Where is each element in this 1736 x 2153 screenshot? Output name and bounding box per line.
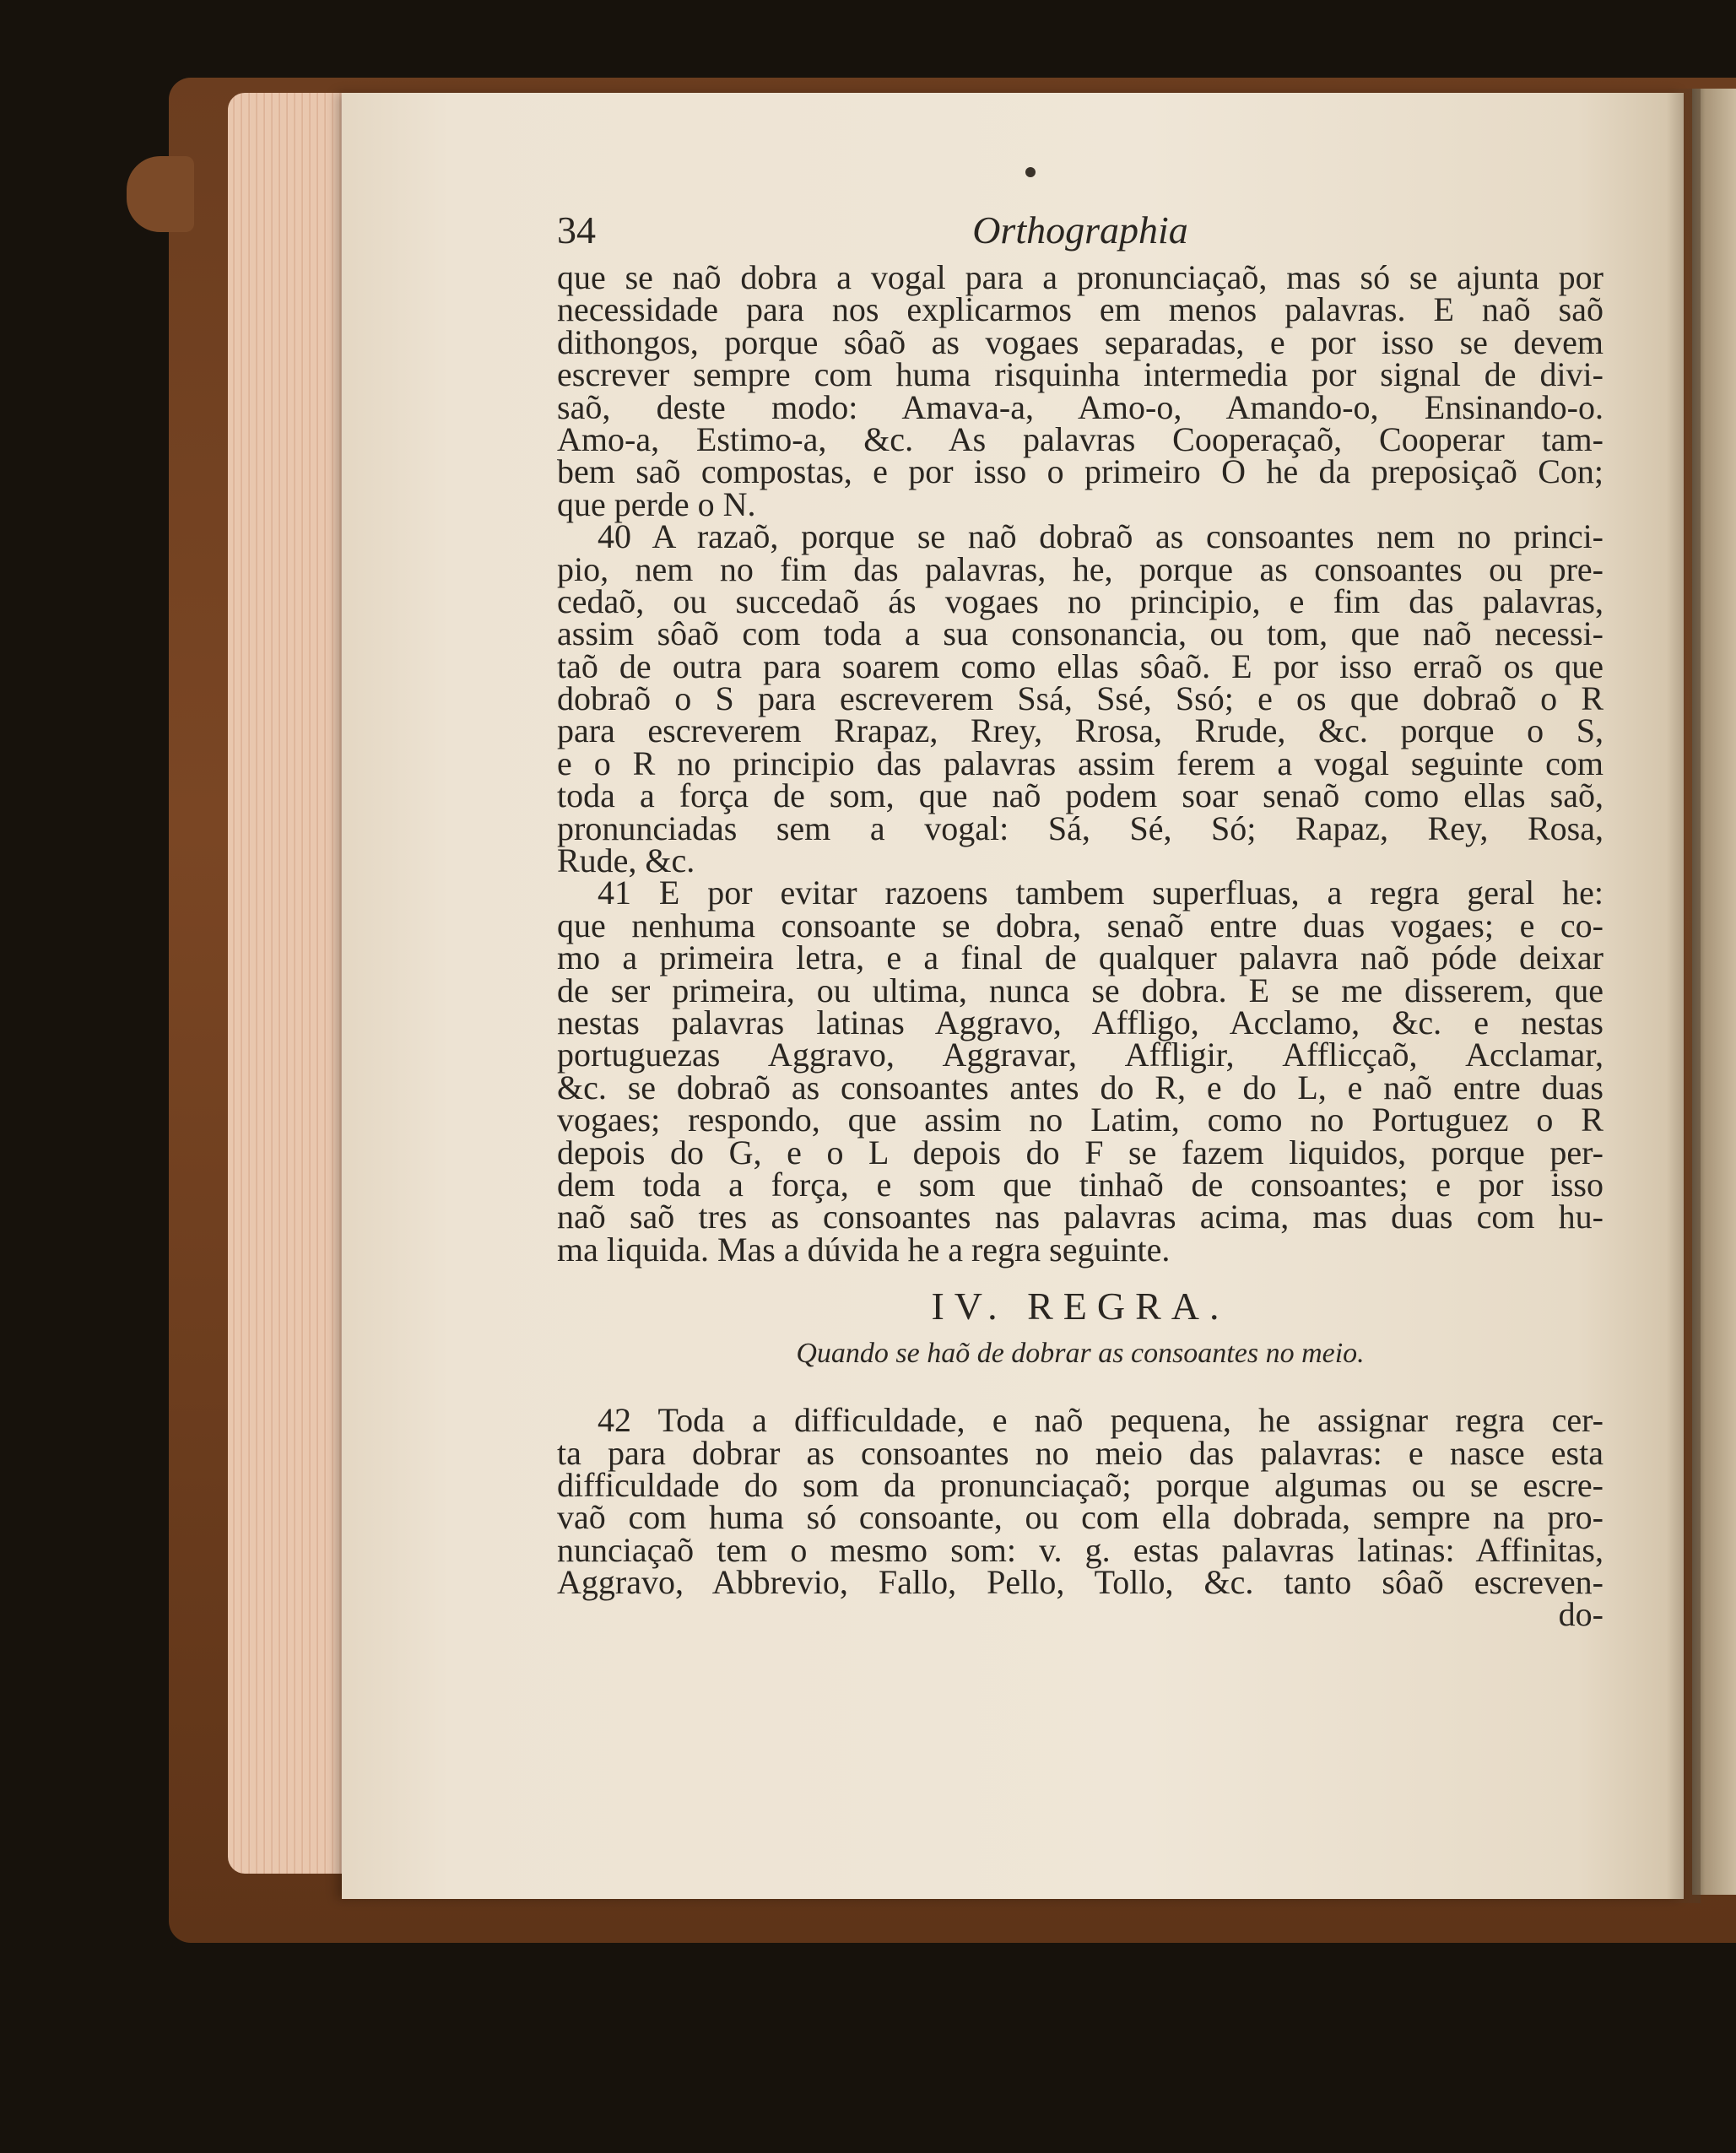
text-line: assim sôaõ com toda a sua consonancia, ou tom, que naõ necessi- — [557, 614, 1604, 653]
ink-dot — [1025, 167, 1036, 177]
text-line: nestas palavras latinas Aggravo, Affligo, Acclamo, &c. e nestas — [557, 1003, 1604, 1041]
text-line: dithongos, porque sôaõ as vogaes separadas, e por isso se devem — [557, 322, 1604, 361]
page-number: 34 — [557, 208, 596, 252]
paragraph-40 — [557, 517, 1604, 880]
text-line: 40 A razaõ, porque se naõ dobraõ as consoantes nem no princi- — [598, 517, 1604, 556]
running-title: Orthographia — [972, 208, 1188, 252]
text-line: vogaes; respondo, que assim no Latim, como no Portuguez o R — [557, 1101, 1604, 1139]
text-line: difficuldade do som da pronunciaçaõ; porque algumas ou se escre- — [557, 1465, 1604, 1504]
section-subheading: Quando se haõ de dobrar as consoantes no meio. — [796, 1338, 1365, 1370]
text-line: &c. se dobraõ as consoantes antes do R, e do L, e naõ entre duas — [557, 1068, 1604, 1106]
page-gutter-shadow — [1667, 89, 1701, 1903]
paragraph-41 — [557, 874, 1604, 1269]
text-line: nunciaçaõ tem o mesmo som: v. g. estas palavras latinas: Affinitas, — [557, 1530, 1604, 1569]
text-line: ta para dobrar as consoantes no meio das palavras: e nasce esta — [557, 1433, 1604, 1472]
paragraph-42 — [557, 1401, 1604, 1634]
text-line: Aggravo, Abbrevio, Fallo, Pello, Tollo, &c. tanto sôaõ escreven- — [557, 1563, 1604, 1602]
text-line: depois do G, e o L depois do F se fazem liquidos, porque per- — [557, 1133, 1604, 1171]
cover-corner — [127, 156, 194, 232]
text-line: que nenhuma consoante se dobra, senaõ entre duas vogaes; e co- — [557, 906, 1604, 944]
text-line: dobraõ o S para escreverem Ssá, Ssé, Ssó; e os que dobraõ o R — [557, 679, 1604, 718]
catchword: do- — [1558, 1595, 1604, 1634]
text-line: vaõ com huma só consoante, ou com ella dobrada, sempre na pro- — [557, 1498, 1604, 1537]
text-line: pio, nem no fim das palavras, he, porque as consoantes ou pre- — [557, 549, 1604, 588]
text-line: que perde o N. — [557, 484, 756, 523]
paragraph-1 — [557, 258, 1604, 523]
text-line: mo a primeira letra, e a final de qualquer palavra naõ póde deixar — [557, 939, 1604, 977]
text-line: taõ de outra para soarem como ellas sôaõ. E por isso erraõ os que — [557, 646, 1604, 685]
text-line: toda a força de som, que naõ podem soar senaõ como ellas saõ, — [557, 776, 1604, 815]
text-line: necessidade para nos explicarmos em menos palavras. E naõ saõ — [557, 290, 1604, 329]
text-line: portuguezas Aggravo, Aggravar, Affligir, Afflicçaõ, Acclamar, — [557, 1036, 1604, 1074]
text-line: de ser primeira, ou ultima, nunca se dobra. E se me disserem, que — [557, 971, 1604, 1009]
text-line: ma liquida. Mas a dúvida he a regra seguinte. — [557, 1230, 1171, 1269]
text-line: pronunciadas sem a vogal: Sá, Sé, Só; Rapaz, Rey, Rosa, — [557, 809, 1604, 847]
text-line: e o R no principio das palavras assim ferem a vogal seguinte com — [557, 744, 1604, 782]
page-header — [557, 203, 1604, 262]
text-line: para escreverem Rrapaz, Rrey, Rrosa, Rrude, &c. porque o S, — [557, 711, 1604, 750]
text-line: Rude, &c. — [557, 841, 695, 880]
text-line: cedaõ, ou succedaõ ás vogaes no principio, e fim das palavras, — [557, 582, 1604, 620]
text-line: saõ, deste modo: Amava-a, Amo-o, Amando-o, Ensinando-o. — [557, 387, 1604, 426]
text-line: escrever sempre com huma risquinha intermedia por signal de divi- — [557, 355, 1604, 394]
text-line: que se naõ dobra a vogal para a pronunciaçaõ, mas só se ajunta por — [557, 258, 1604, 296]
text-line: dem toda a força, e som que tinhaõ de consoantes; e por isso — [557, 1165, 1604, 1204]
text-line: 41 E por evitar razoens tambem superfluas, a regra geral he: — [598, 874, 1604, 912]
text-line: bem saõ compostas, e por isso o primeiro O he da preposiçaõ Con; — [557, 452, 1604, 491]
text-line: 42 Toda a difficuldade, e naõ pequena, he assignar regra cer- — [598, 1401, 1604, 1440]
text-line: Amo-a, Estimo-a, &c. As palavras Cooperaçaõ, Cooperar tam- — [557, 419, 1604, 458]
section-heading: IV. REGRA. — [931, 1285, 1230, 1328]
page-content — [557, 203, 1604, 1634]
text-line: naõ saõ tres as consoantes nas palavras acima, mas duas com hu- — [557, 1198, 1604, 1236]
